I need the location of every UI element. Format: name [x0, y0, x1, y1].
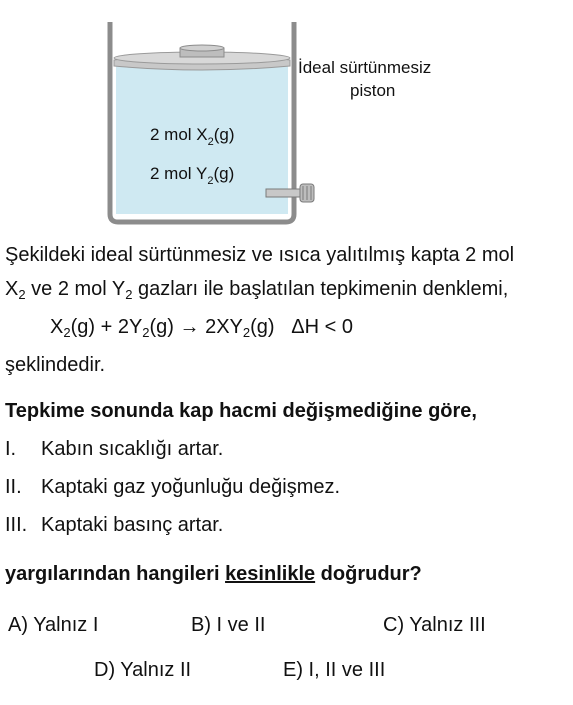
option-d[interactable]: D) Yalnız II [94, 659, 192, 681]
gas1-label: 2 mol $X_2(g)$ [150, 125, 235, 148]
option-c[interactable]: C) Yalnız III [383, 614, 486, 636]
question-prompt: Tepkime sonunda kap hacmi değişmediğine göre, [5, 400, 477, 422]
intro-line2: $X_2$ ve 2 mol $Y_2$ gazları ile başlatılan tepkimenin denklemi, [5, 278, 509, 302]
question-ask: yargılarından hangileri kesinlikle doğrudur? [5, 563, 422, 585]
option-a[interactable]: A) Yalnız I [8, 614, 99, 636]
emphasis-kesinlikle: kesinlikle [225, 563, 316, 585]
intro-line4: şeklindedir. [5, 354, 106, 376]
gas2-label: 2 mol $Y_2(g)$ [150, 164, 235, 187]
statement-2: II. Kaptaki gaz yoğunluğu değişmez. [5, 476, 341, 498]
piston-container-figure [0, 0, 573, 235]
piston-label-line2: piston [350, 81, 396, 100]
statement-1: I. Kabın sıcaklığı artar. [5, 438, 224, 460]
statement-3: III. Kaptaki basınç artar. [5, 514, 224, 536]
option-b[interactable]: B) I ve II [191, 614, 266, 636]
reaction-equation: $X_2(g) + 2Y_2(g) \to 2XY_2(g) \Delta H < 0$ [50, 316, 353, 340]
piston-label-line1: İdeal sürtünmesiz [298, 58, 432, 77]
intro-line1: Şekildeki ideal sürtünmesiz ve ısıca yalıtılmış kapta 2 mol [5, 244, 515, 266]
option-e[interactable]: E) I, II ve III [283, 659, 386, 681]
